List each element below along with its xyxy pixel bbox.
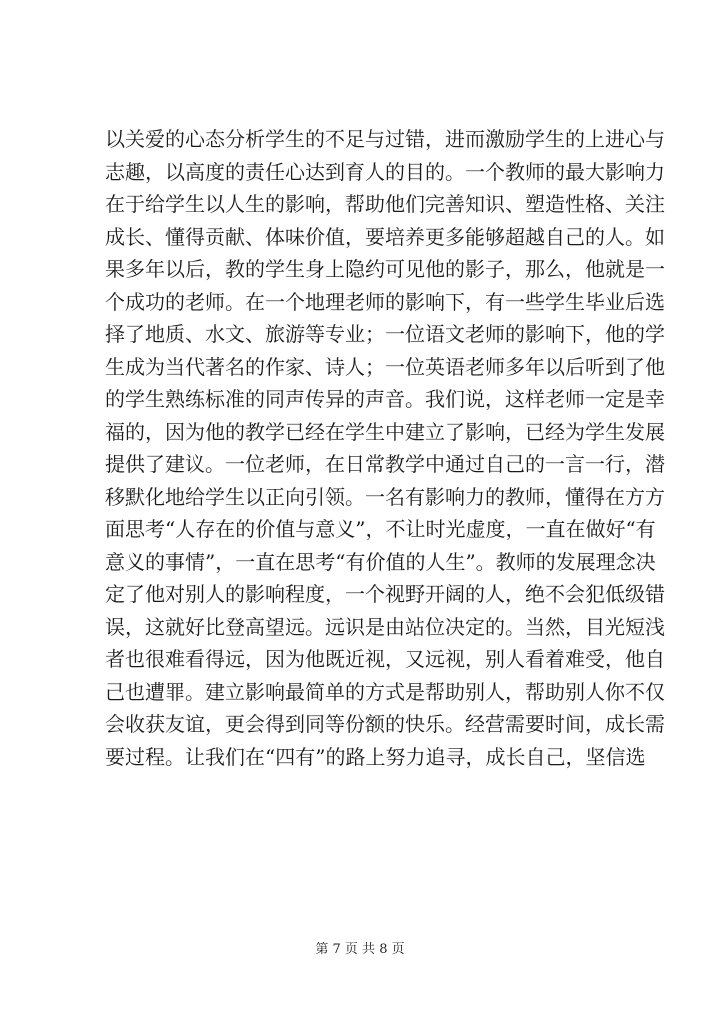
body-text xyxy=(105,123,665,773)
text-line: 福的，因为他的教学已经在学生中建立了影响，已经为学生发展 xyxy=(105,419,665,444)
text-line: 在于给学生以人生的影响，帮助他们完善知识、塑造性格、关注 xyxy=(105,192,665,216)
text-line: 择了地质、水文、旅游等专业；一位语文老师的影响下，他的学 xyxy=(105,322,665,346)
text-line: 个成功的老师。在一个地理老师的影响下，有一些学生毕业后选 xyxy=(105,289,665,314)
text-line: 己也遭罪。建立影响最简单的方式是帮助别人，帮助别人你不仅 xyxy=(105,679,665,704)
text-line: 意义的事情”，一直在思考“有价值的人生”。教师的发展理念决 xyxy=(105,549,656,574)
text-line: 果多年以后，教的学生身上隐约可见他的影子，那么，他就是一 xyxy=(105,257,665,281)
text-line: 成长、懂得贡献、体味价值，要培养更多能够超越自己的人。如 xyxy=(105,224,665,249)
text-line: 提供了建议。一位老师，在日常教学中通过自己的一言一行，潜 xyxy=(105,452,665,476)
text-line: 误，这就好比登高望远。远识是由站位决定的。当然，目光短浅 xyxy=(105,614,665,639)
text-line: 定了他对别人的影响程度，一个视野开阔的人，绝不会犯低级错 xyxy=(105,582,665,606)
text-line: 志趣，以高度的责任心达到育人的目的。一个教师的最大影响力 xyxy=(105,159,665,184)
text-line: 生成为当代著名的作家、诗人；一位英语老师多年以后听到了他 xyxy=(105,354,665,379)
text-line: 面思考“人存在的价值与意义”，不让时光虚度，一直在做好“有 xyxy=(105,517,656,541)
text-line: 者也很难看得远，因为他既近视，又远视，别人看着难受，他自 xyxy=(105,647,665,671)
text-line: 以关爱的心态分析学生的不足与过错，进而激励学生的上进心与 xyxy=(105,127,665,151)
page-number-footer: 第 7 页 共 8 页 xyxy=(315,942,405,957)
text-line: 会收获友谊，更会得到同等份额的快乐。经营需要时间，成长需 xyxy=(105,712,665,736)
text-line: 的学生熟练标准的同声传异的声音。我们说，这样老师一定是幸 xyxy=(105,387,665,411)
text-line: 移默化地给学生以正向引领。一名有影响力的教师，懂得在方方 xyxy=(105,484,665,509)
text-line: 要过程。让我们在“四有”的路上努力追寻，成长自己，坚信选 xyxy=(105,744,646,769)
